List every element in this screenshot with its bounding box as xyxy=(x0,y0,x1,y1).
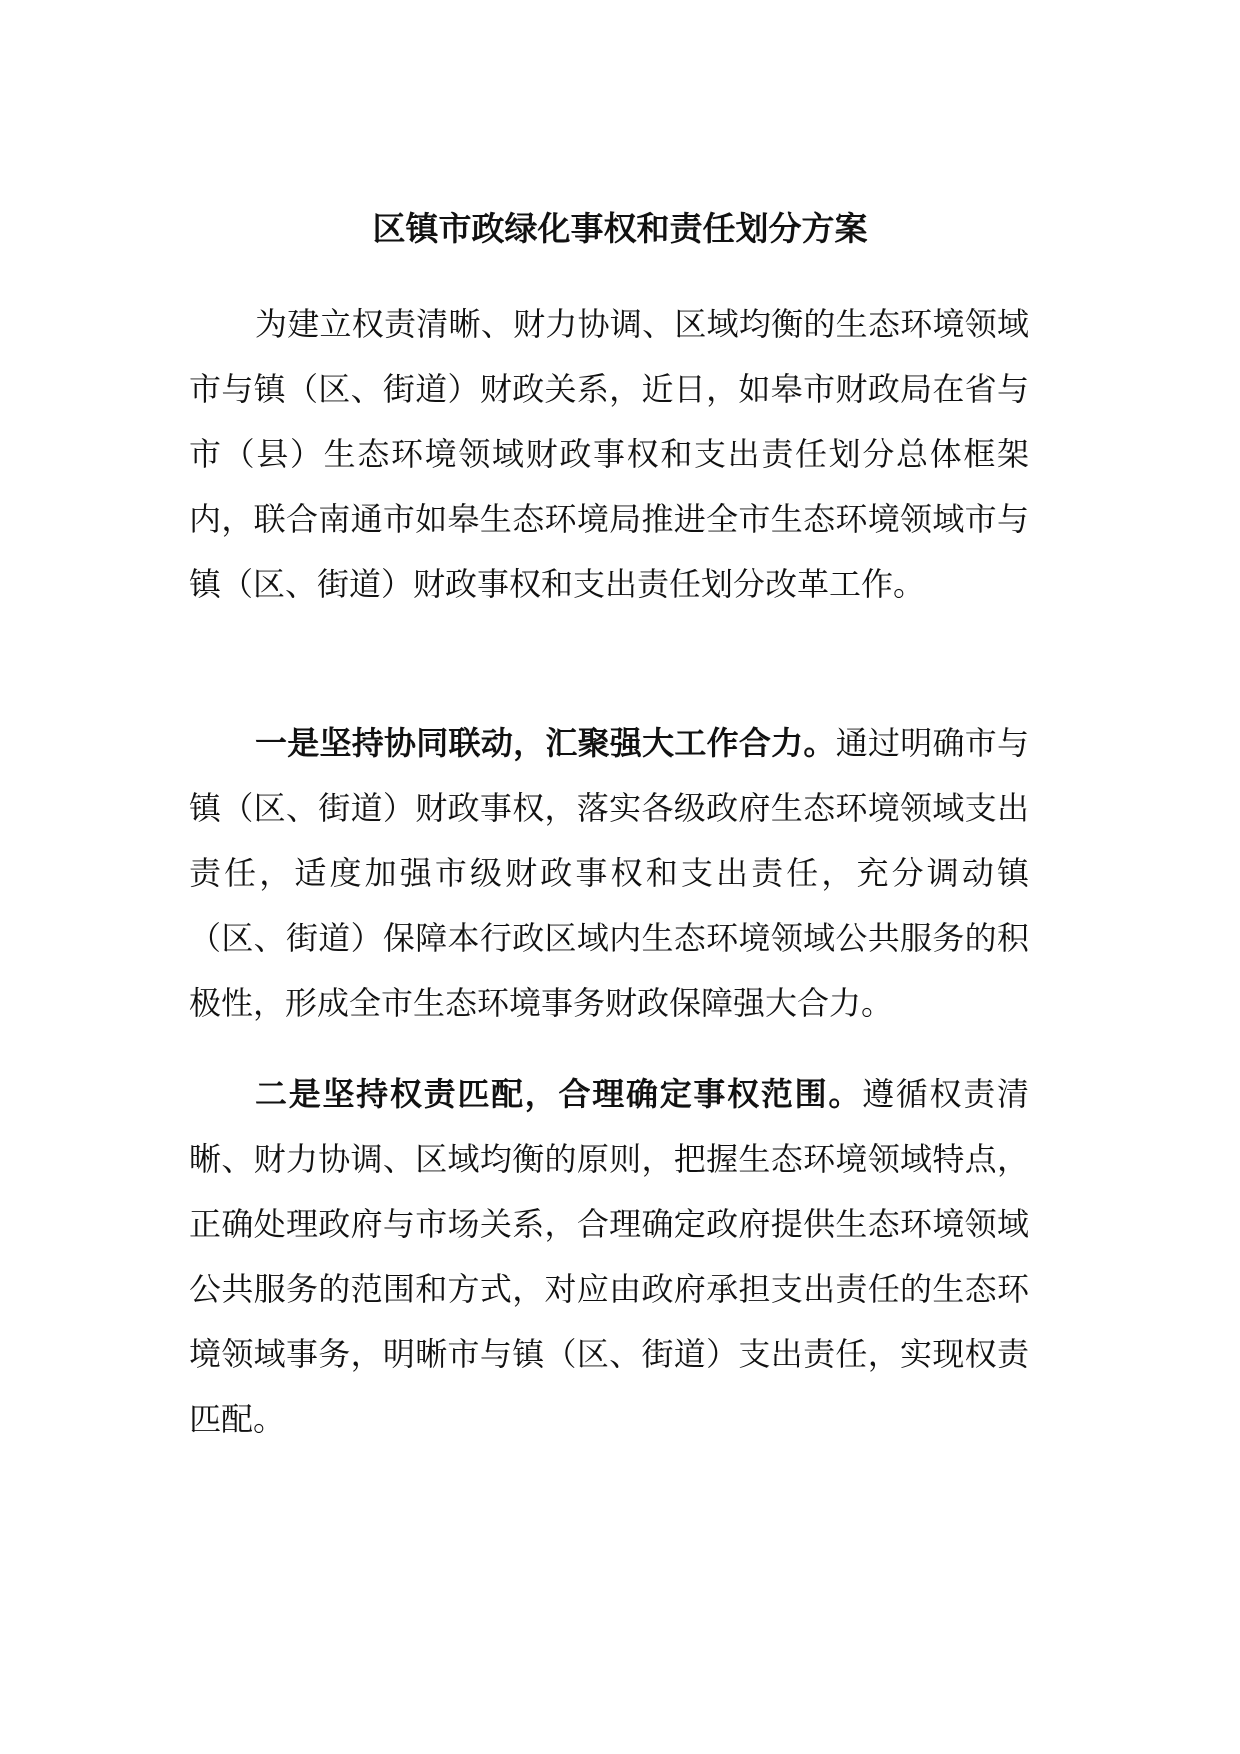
point-one-heading: 一是坚持协同联动，汇聚强大工作合力。 xyxy=(255,724,836,762)
point-two-text: 遵循权责清晰、财力协调、区域均衡的原则，把握生态环境领域特点，正确处理政府与市场关系，合理确定政府提供生态环境领域公共服务的范围和方式，对应由政府承担支出责任的生态环境领域事务，明晰市与镇（区、街道）支出责任，实现权责匹配。 xyxy=(189,1075,1029,1438)
point-two-heading: 二是坚持权责匹配，合理确定事权范围。 xyxy=(255,1075,863,1113)
point-two-paragraph xyxy=(189,1062,1029,1452)
intro-paragraph xyxy=(189,292,1029,617)
paragraph-text: 为建立权责清晰、财力协调、区域均衡的生态环境领域市与镇（区、街道）财政关系，近日，如皋市财政局在省与市（县）生态环境领域财政事权和支出责任划分总体框架内，联合南通市如皋生态环境局推进全市生态环境领域市与镇（区、街道）财政事权和支出责任划分改革工作。 xyxy=(189,305,1029,603)
document-title: 区镇市政绿化事权和责任划分方案 xyxy=(372,209,868,248)
point-one-text: 通过明确市与镇（区、街道）财政事权，落实各级政府生态环境领域支出责任，适度加强市级财政事权和支出责任，充分调动镇（区、街道）保障本行政区域内生态环境领域公共服务的积极性，形成全市生态环境事务财政保障强大合力。 xyxy=(189,724,1029,1022)
point-one-paragraph xyxy=(189,711,1029,1036)
